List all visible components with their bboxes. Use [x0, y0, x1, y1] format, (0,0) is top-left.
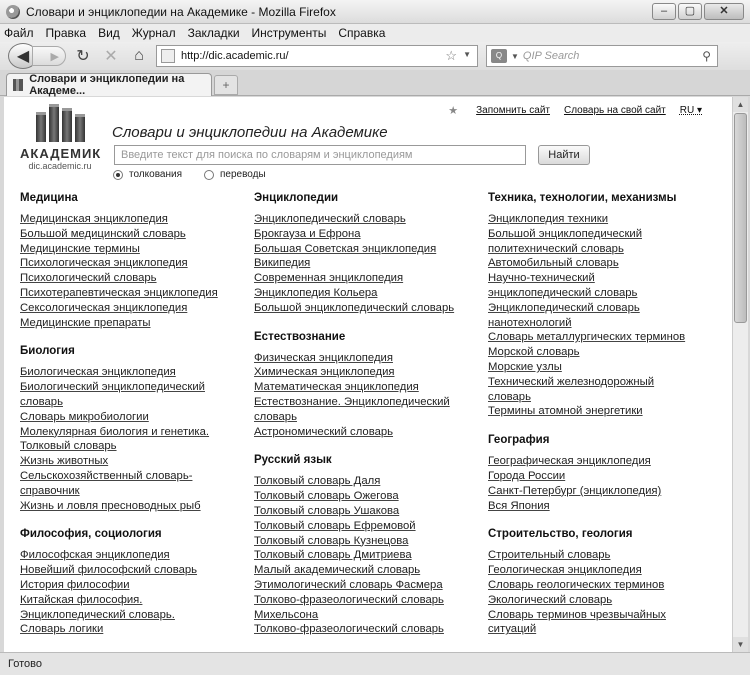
dictionary-link[interactable]: Этимологический словарь Фасмера: [254, 578, 443, 591]
dictionary-link[interactable]: Математическая энциклопедия: [254, 381, 419, 394]
category-column-2: [254, 192, 479, 652]
category-heading: Медицина: [20, 192, 78, 204]
status-bar: [0, 652, 750, 675]
dictionary-link[interactable]: Строительный словарь: [488, 549, 611, 562]
menu-tools[interactable]: Инструменты: [251, 26, 327, 40]
url-text: http://dic.academic.ru/: [181, 50, 289, 62]
search-bar[interactable]: [486, 45, 718, 67]
engine-dropdown-icon[interactable]: ▼: [511, 51, 519, 61]
dictionary-link[interactable]: Санкт-Петербург (энциклопедия): [488, 484, 662, 497]
category-column-1: [20, 192, 245, 652]
menu-help[interactable]: Справка: [338, 26, 386, 40]
title-bar: [0, 0, 750, 24]
dictionary-link[interactable]: Сельскохозяйственный словарь-: [20, 469, 193, 482]
category-link-list: [488, 548, 723, 637]
dictionary-link[interactable]: Толковый словарь Даля: [254, 475, 381, 488]
dictionary-link[interactable]: Молекулярная биология и генетика.: [20, 425, 210, 438]
dictionary-link[interactable]: Автомобильный словарь: [488, 257, 619, 270]
radio-definitions-label[interactable]: толкования: [129, 169, 182, 180]
menu-bar: [0, 24, 750, 42]
logo-domain: dic.academic.ru: [28, 161, 92, 171]
search-placeholder: QIP Search: [522, 50, 580, 62]
new-tab-button[interactable]: [214, 75, 238, 95]
dictionary-link[interactable]: Большой энциклопедический: [488, 227, 643, 240]
dictionary-link[interactable]: Большой медицинский словарь: [20, 227, 186, 240]
dictionary-link[interactable]: Естествознание. Энциклопедический: [254, 395, 450, 408]
dictionary-link[interactable]: Словарь терминов чрезвычайных: [488, 608, 666, 621]
dictionary-link[interactable]: словарь: [488, 390, 531, 403]
tab-title: Словари и энциклопедии на Академе...: [29, 73, 185, 97]
home-icon: ⌂: [134, 47, 144, 64]
dictionary-link[interactable]: Толково-фразеологический словарь: [254, 623, 444, 636]
category-link-list: [254, 351, 479, 440]
dictionary-link[interactable]: Философская энциклопедия: [20, 549, 170, 562]
status-text: Готово: [8, 658, 42, 670]
dictionary-link[interactable]: Морской словарь: [488, 346, 580, 359]
category-link-list: [20, 365, 245, 513]
tab-strip: [0, 70, 750, 96]
dictionary-link[interactable]: Биологическая энциклопедия: [20, 366, 176, 379]
dictionary-link[interactable]: История философии: [20, 578, 130, 591]
category-link-list: [488, 454, 723, 513]
category-heading: Биология: [20, 345, 75, 358]
vertical-scrollbar[interactable]: [732, 97, 748, 652]
dictionary-link[interactable]: Геологическая энциклопедия: [488, 564, 642, 577]
dictionary-link[interactable]: Словарь геологических терминов: [488, 578, 665, 591]
plus-icon: +: [222, 78, 230, 92]
magnifier-icon[interactable]: ⚲: [702, 49, 711, 63]
arrow-left-icon: ◀: [16, 48, 30, 65]
dictionary-link[interactable]: Энциклопедия техники: [488, 213, 609, 225]
dictionary-link[interactable]: Михельсона: [254, 608, 319, 621]
close-button[interactable]: ✕: [704, 3, 744, 20]
bookmark-star-icon[interactable]: ☆: [445, 48, 457, 63]
stop-icon: ✕: [104, 48, 118, 65]
book-shape: [49, 104, 59, 142]
dictionary-link[interactable]: Толковый словарь: [20, 440, 117, 453]
category-link-list: [254, 212, 479, 316]
dictionary-link[interactable]: Психотерапевтическая энциклопедия: [20, 286, 218, 299]
dictionary-link[interactable]: Энциклопедический словарь: [488, 301, 640, 314]
site-identity-icon[interactable]: [161, 49, 175, 63]
dictionary-link[interactable]: Медицинская энциклопедия: [20, 213, 168, 225]
reload-icon: ↻: [76, 48, 90, 65]
arrow-right-icon: ▶: [50, 50, 59, 63]
dictionary-link[interactable]: словарь: [254, 410, 297, 423]
dictionary-link[interactable]: Современная энциклопедия: [254, 272, 404, 285]
dictionary-link[interactable]: Научно-технический: [488, 272, 595, 285]
category-heading: Русский язык: [254, 454, 332, 467]
dictionary-link[interactable]: Большой энциклопедический словарь: [254, 301, 455, 314]
menu-file[interactable]: Файл: [4, 26, 34, 40]
category-heading: Техника, технологии, механизмы: [488, 192, 677, 204]
category-heading: Философия, социология: [20, 528, 162, 541]
dictionary-link[interactable]: Словарь микробиологии: [20, 410, 149, 423]
dictionary-link[interactable]: Жизнь и ловля пресноводных рыб: [20, 499, 201, 512]
tab-academic[interactable]: [6, 73, 212, 96]
book-shape: [62, 108, 72, 142]
scroll-up-icon[interactable]: ▲: [733, 97, 748, 112]
dictionary-link[interactable]: Новейший философский словарь: [20, 564, 198, 577]
reload-button[interactable]: [72, 46, 94, 66]
search-engine-icon[interactable]: Q: [491, 49, 507, 63]
dictionary-link[interactable]: нанотехнологий: [488, 316, 572, 329]
dictionary-link[interactable]: Морские узлы: [488, 360, 562, 373]
url-dropdown-icon[interactable]: ▼: [463, 50, 471, 59]
logo-brand: АКАДЕМИК: [20, 146, 102, 161]
search-mode-radios: [113, 169, 288, 180]
dictionary-link[interactable]: Брокгауза и Ефрона: [254, 227, 361, 240]
radio-translations-label[interactable]: переводы: [219, 169, 266, 180]
dictionary-link[interactable]: Химическая энциклопедия: [254, 366, 395, 379]
menu-bookmarks[interactable]: Закладки: [187, 26, 240, 40]
window-title: Словари и энциклопедии на Академике - Mozilla Firefox: [26, 4, 336, 19]
dictionary-link[interactable]: Словарь металлургических терминов: [488, 331, 686, 344]
language-selector[interactable]: RU ▾: [679, 105, 702, 116]
radio-definitions[interactable]: [113, 170, 123, 180]
category-link-list: [20, 548, 245, 637]
home-button[interactable]: [128, 46, 150, 66]
dictionary-link[interactable]: словарь: [20, 395, 63, 408]
dictionary-link[interactable]: Толковый словарь Дмитриева: [254, 549, 412, 562]
add-bookmark-link[interactable]: Запомнить сайт: [476, 105, 550, 116]
dictionary-link[interactable]: Толковый словарь Кузнецова: [254, 534, 409, 547]
category-heading: Энциклопедии: [254, 192, 339, 204]
menu-edit[interactable]: Правка: [45, 26, 87, 40]
dictionary-link[interactable]: справочник: [20, 484, 80, 497]
dictionary-link[interactable]: Экологический словарь: [488, 593, 613, 606]
dictionary-link[interactable]: Толково-фразеологический словарь: [254, 593, 444, 606]
dictionary-link[interactable]: Психологический словарь: [20, 272, 157, 285]
forward-button[interactable]: [32, 46, 66, 66]
category-heading: География: [488, 434, 550, 447]
maximize-button[interactable]: ▢: [678, 3, 702, 20]
dictionary-link[interactable]: Словарь логики: [20, 623, 104, 636]
dictionary-link[interactable]: Психологическая энциклопедия: [20, 257, 188, 270]
scroll-down-icon[interactable]: ▼: [733, 637, 748, 652]
firefox-icon: [6, 5, 20, 19]
dictionary-link[interactable]: Толковый словарь Ушакова: [254, 504, 400, 517]
scroll-thumb[interactable]: [734, 113, 747, 323]
category-link-list: [254, 474, 479, 637]
books-icon: [20, 104, 100, 142]
book-shape: [75, 114, 85, 142]
dictionary-link[interactable]: ситуаций: [488, 623, 537, 636]
search-button[interactable]: Найти: [538, 145, 590, 165]
dictionary-link[interactable]: Физическая энциклопедия: [254, 351, 393, 364]
dictionary-link[interactable]: Википедия: [254, 257, 311, 270]
book-shape: [36, 112, 46, 142]
dict-on-site-link[interactable]: Словарь на свой сайт: [563, 105, 666, 116]
dictionary-link[interactable]: Города России: [488, 469, 566, 482]
dictionary-link[interactable]: Технический железнодорожный: [488, 375, 655, 388]
category-link-list: [20, 212, 245, 330]
academic-favicon: [13, 79, 23, 91]
dictionary-link[interactable]: энциклопедический словарь: [488, 286, 638, 299]
navigation-toolbar: [0, 42, 750, 70]
dictionary-link[interactable]: Толковый словарь Ожегова: [254, 490, 399, 503]
dictionary-link[interactable]: Медицинские препараты: [20, 316, 151, 329]
academic-logo[interactable]: [20, 104, 100, 171]
dictionary-link[interactable]: политехнический словарь: [488, 242, 624, 255]
category-heading: Естествознание: [254, 330, 346, 343]
dictionary-link[interactable]: Медицинские термины: [20, 242, 140, 255]
dictionary-link[interactable]: Китайская философия.: [20, 593, 143, 606]
star-icon: ★: [448, 105, 459, 117]
header-links: [448, 104, 702, 117]
url-bar[interactable]: [156, 45, 478, 67]
dictionary-link[interactable]: Энциклопедия Кольера: [254, 286, 378, 299]
minimize-button[interactable]: –: [652, 3, 676, 20]
dictionary-link[interactable]: Термины атомной энергетики: [488, 405, 643, 418]
dictionary-link[interactable]: Вся Япония: [488, 499, 550, 512]
dictionary-link[interactable]: Толковый словарь Ефремовой: [254, 519, 416, 532]
page-content: [4, 97, 732, 652]
category-link-list: [488, 212, 723, 419]
dictionary-link[interactable]: Астрономический словарь: [254, 425, 394, 438]
dictionary-link[interactable]: Жизнь животных: [20, 455, 109, 468]
stop-button[interactable]: [100, 46, 122, 66]
menu-view[interactable]: Вид: [98, 26, 120, 40]
site-title: Словари и энциклопедии на Академике: [112, 124, 388, 141]
radio-translations[interactable]: [204, 170, 214, 180]
dictionary-link[interactable]: Энциклопедический словарь: [254, 213, 406, 225]
menu-history[interactable]: Журнал: [131, 26, 176, 40]
dictionary-search-input[interactable]: Введите текст для поиска по словарям и энциклопедиям: [114, 145, 526, 165]
dictionary-link[interactable]: Энциклопедический словарь.: [20, 608, 175, 621]
category-column-3: [488, 192, 723, 652]
dictionary-link[interactable]: Малый академический словарь: [254, 564, 421, 577]
dictionary-link[interactable]: Биологический энциклопедический: [20, 381, 205, 394]
category-heading: Строительство, геология: [488, 528, 633, 541]
dictionary-link[interactable]: Большая Советская энциклопедия: [254, 242, 437, 255]
dictionary-link[interactable]: Сексологическая энциклопедия: [20, 301, 188, 314]
dictionary-link[interactable]: Географическая энциклопедия: [488, 455, 651, 468]
